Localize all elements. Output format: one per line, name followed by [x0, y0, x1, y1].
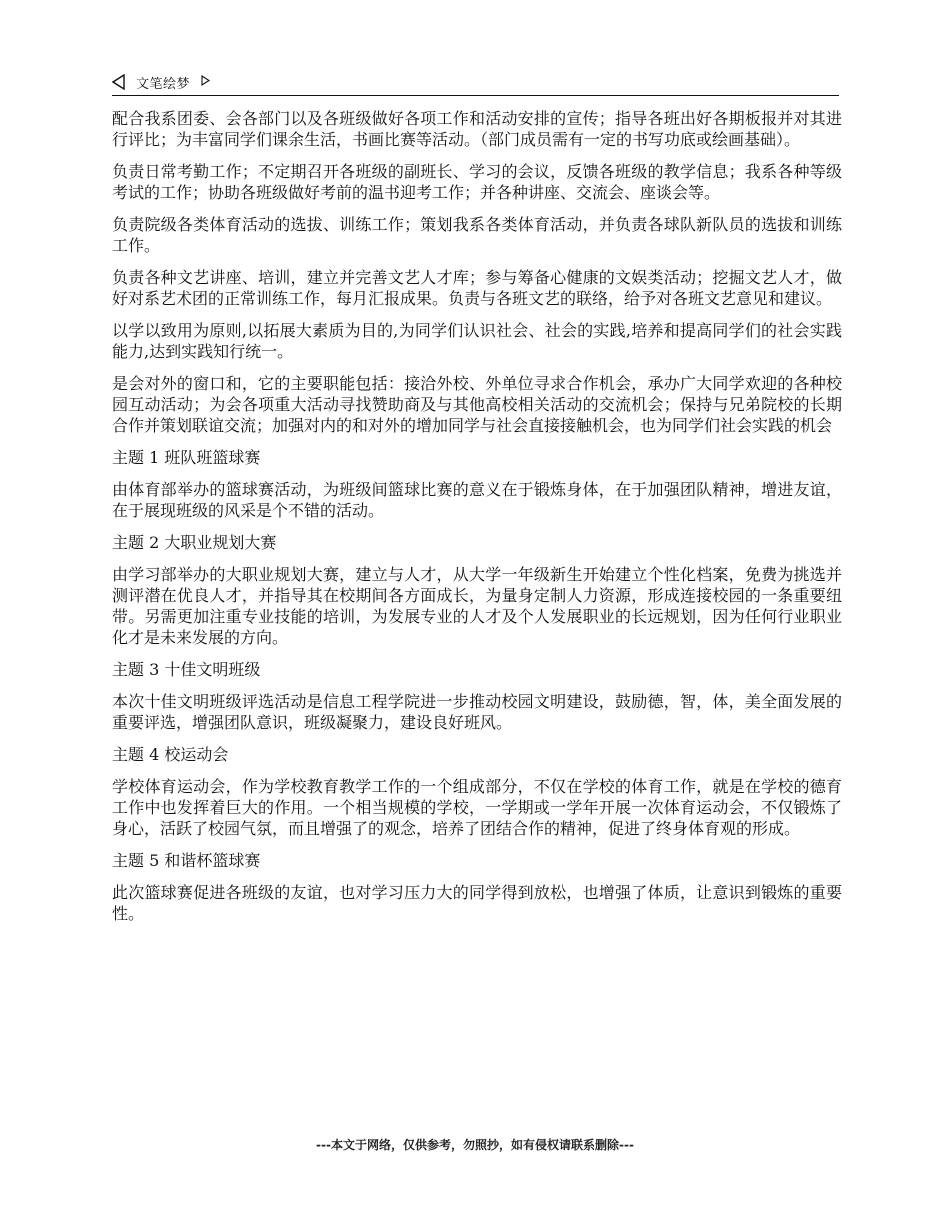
paragraph-practice-dept: 以学以致用为原则,以拓展大素质为目的,为同学们认识社会、社会的实践,培养和提高同学们的社会实践能力,达到实践知行统一。 — [112, 321, 842, 361]
topic-paragraph-4: 学校体育运动会，作为学校教育教学工作的一个组成部分，不仅在学校的体育工作，就是在学校的德育工作中也发挥着巨大的作用。一个相当规模的学校，一学期或一学年开展一次体育运动会，不仅锻炼了身心，活跃了校园气氛，而且增强了的观念，培养了团结合作的精神，促进了终身体育观的形成。 — [112, 777, 842, 838]
topic-heading-1: 主题 1 班队班篮球赛 — [112, 448, 261, 467]
topic-heading-5: 主题 5 和谐杯篮球赛 — [112, 851, 261, 870]
paragraph-external-dept: 是会对外的窗口和，它的主要职能包括：接洽外校、外单位寻求合作机会，承办广大同学欢迎的各种校园互动活动；为会各项重大活动寻找赞助商及与其他高校相关活动的交流机会；保持与兄弟院校的长期合作并策划联谊交流；加强对内的和对外的增加同学与社会直接接触机会，也为同学们社会实践的机会 — [112, 374, 842, 435]
page-header — [112, 70, 839, 96]
paragraph-sports-dept: 负责院级各类体育活动的选拔、训练工作；策划我系各类体育活动，并负责各球队新队员的选拔和训练工作。 — [112, 215, 842, 255]
topic-heading-4: 主题 4 校运动会 — [112, 745, 229, 764]
topic-paragraph-3: 本次十佳文明班级评选活动是信息工程学院进一步推动校园文明建设，鼓励德，智，体，美全面发展的重要评选，增强团队意识，班级凝聚力，建设良好班风。 — [112, 692, 842, 732]
topic-paragraph-1: 由体育部举办的篮球赛活动，为班级间篮球比赛的意义在于锻炼身体，在于加强团队精神，增进友谊，在于展现班级的风采是个不错的活动。 — [112, 480, 842, 520]
footer-disclaimer: ---本文于网络，仅供参考，勿照抄，如有侵权请联系删除--- — [316, 1138, 634, 1152]
topic-heading-3: 主题 3 十佳文明班级 — [112, 660, 261, 679]
topic-heading-2: 主题 2 大职业规划大赛 — [112, 533, 277, 552]
paragraph-publicity-dept: 配合我系团委、会各部门以及各班级做好各项工作和活动安排的宣传；指导各班出好各期板报并对其进行评比；为丰富同学们课余生活，书画比赛等活动。（部门成员需有一定的书写功底或绘画基础）。 — [112, 109, 842, 149]
paragraph-arts-dept: 负责各种文艺讲座、培训，建立并完善文艺人才库；参与筹备心健康的文娱类活动；挖掘文艺人才，做好对系艺术团的正常训练工作，每月汇报成果。负责与各班文艺的联络，给予对各班文艺意见和建议。 — [112, 268, 842, 308]
topic-paragraph-5: 此次篮球赛促进各班级的友谊，也对学习压力大的同学得到放松，也增强了体质，让意识到锻炼的重要性。 — [112, 883, 842, 923]
topic-paragraph-2: 由学习部举办的大职业规划大赛，建立与人才，从大学一年级新生开始建立个性化档案，免费为挑选并测评潜在优良人才，并指导其在校期间各方面成长，为量身定制人力资源，形成连接校园的一条重要纽带。另需更加注重专业技能的培训，为发展专业的人才及个人发展职业的长远规划，因为任何行业职业化才是未来发展的方向。 — [112, 565, 842, 647]
brand-title: 文笔绘梦 — [136, 77, 191, 92]
triangle-right-icon — [201, 75, 210, 86]
document-body — [112, 108, 842, 935]
paragraph-study-dept: 负责日常考勤工作；不定期召开各班级的副班长、学习的会议，反馈各班级的教学信息；我系各种等级考试的工作；协助各班级做好考前的温书迎考工作；并各种讲座、交流会、座谈会等。 — [112, 162, 842, 202]
